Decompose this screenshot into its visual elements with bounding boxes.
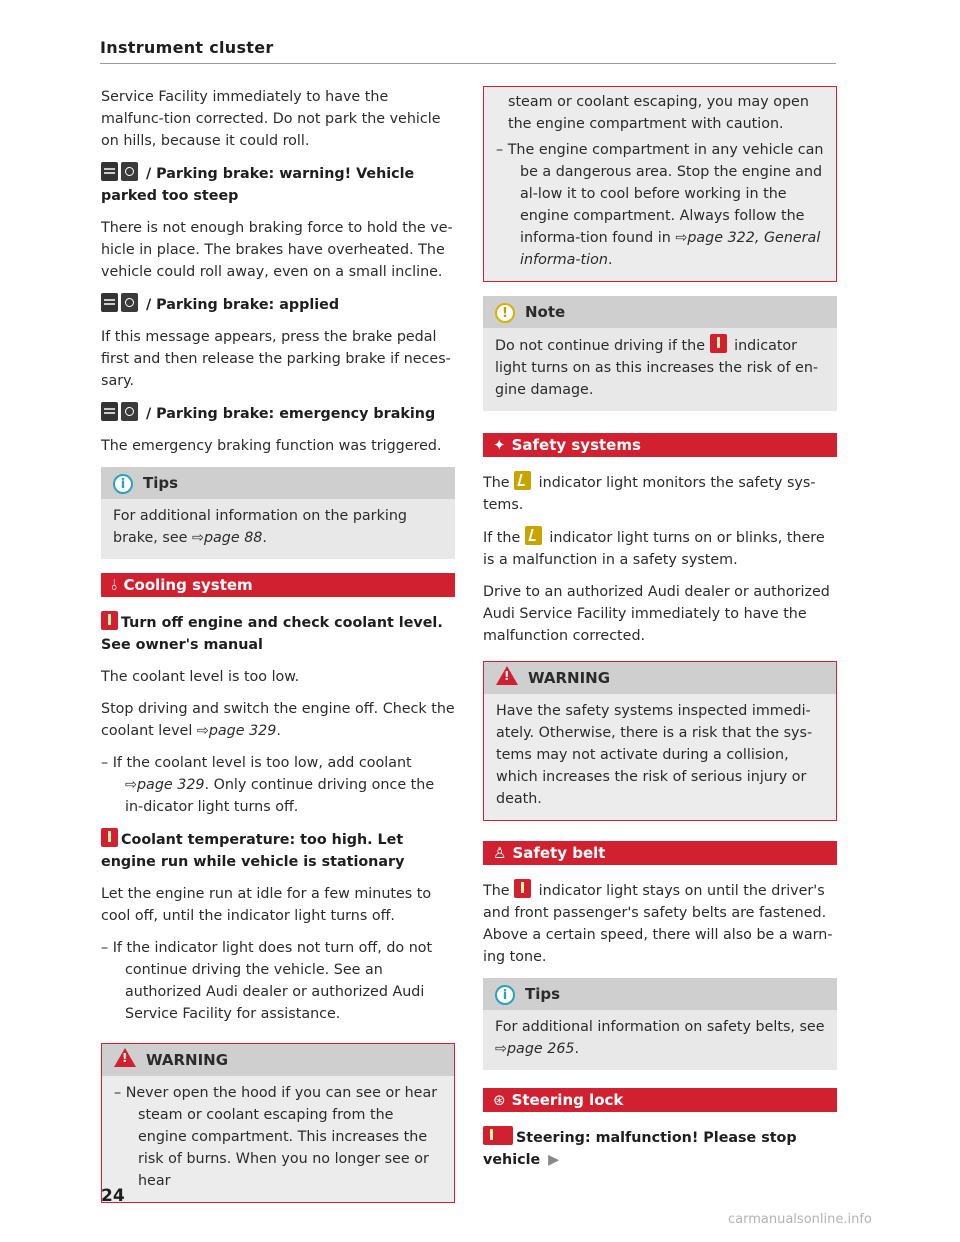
- watermark: carmanualsonline.info: [728, 1212, 872, 1227]
- right-column: [483, 86, 837, 1181]
- page-reference-link[interactable]: ⇨page 329: [196, 723, 277, 739]
- paragraph-safety-malfunction: If the indicator light turns on or blinks, there is a malfunction in a safety system.: [483, 526, 837, 571]
- safety-system-icon: [514, 471, 531, 490]
- parking-brake-circle-icon: [121, 293, 138, 312]
- warning-triangle-icon: [114, 1048, 136, 1067]
- park-brake-icon: [101, 162, 118, 181]
- note-header: ! Note: [483, 296, 837, 328]
- note-text: Do not continue driving if the indicator light turns on as this increases the risk of en-gine damage.: [495, 334, 825, 401]
- page-reference-link[interactable]: ⇨page 322, General informa-tion: [520, 230, 821, 268]
- heading-check-coolant: Turn off engine and check coolant level. See owner's manual: [101, 611, 455, 656]
- section-safety-belt: ♙ Safety belt: [483, 841, 837, 865]
- heading-parking-too-steep: / Parking brake: warning! Vehicle parked too steep: [101, 162, 455, 207]
- paragraph-safety-dealer: Drive to an authorized Audi dealer or authorized Audi Service Facility immediately to have the malfunction corrected.: [483, 584, 830, 644]
- seatbelt-icon: ♙: [493, 844, 507, 862]
- paragraph-stop-driving: Stop driving and switch the engine off. Check the coolant level ⇨page 329.: [101, 701, 455, 739]
- heading-parking-applied: / Parking brake: applied: [101, 293, 455, 316]
- left-column: [101, 86, 455, 1217]
- heading-emergency-braking: / Parking brake: emergency braking: [101, 402, 455, 425]
- paragraph-idle: Let the engine run at idle for a few minutes to cool off, until the indicator light turns off.: [101, 886, 432, 924]
- page-reference-link[interactable]: ⇨page 88: [191, 530, 263, 546]
- warning-cont-text: steam or coolant escaping, you may open the engine compartment with caution.: [508, 94, 809, 132]
- paragraph-too-steep: There is not enough braking force to hold the ve-hicle in place. The brakes have overheated. The vehicle could roll away, even on a small incline.: [101, 220, 453, 280]
- section-cooling-system: ⫰ Cooling system: [101, 573, 455, 597]
- coolant-warning-icon: [710, 334, 727, 353]
- seatbelt-warning-icon: [514, 879, 531, 898]
- page-reference-link[interactable]: ⇨page 329: [125, 777, 205, 793]
- warning-box-hood: [101, 1043, 455, 1203]
- warning-text: – Never open the hood if you can see or hear steam or coolant escaping from the engine compartment. This increases the risk of burns. When you no longer see or hear: [114, 1085, 438, 1189]
- page-reference-link[interactable]: ⇨page 265: [495, 1041, 575, 1057]
- paragraph-belt: The indicator light stays on until the driver's and front passenger's safety belts are fastened. Above a certain speed, there will also be a warn-ing tone.: [483, 879, 837, 968]
- dash-item-add-coolant: – If the coolant level is too low, add coolant ⇨page 329. Only continue driving once the in-dicator light turns off.: [101, 755, 435, 815]
- paragraph-safety-monitor: The indicator light monitors the safety sys-tems.: [483, 471, 837, 516]
- warning-cont-dash: – The engine compartment in any vehicle can be a dangerous area. Stop the engine and al-low it to cool before working in the engine compartment. Always follow the informa-tion found in ⇨page 322, General informa-tion.: [496, 142, 824, 268]
- section-steering-lock: ⊛ Steering lock: [483, 1088, 837, 1112]
- coolant-icon: ⫰: [111, 576, 118, 594]
- airbag-icon: ✦: [493, 436, 506, 454]
- park-brake-icon: [101, 293, 118, 312]
- park-brake-icon: [101, 402, 118, 421]
- exclamation-icon: !: [495, 303, 515, 323]
- page-number: 24: [101, 1186, 125, 1206]
- paragraph-coolant-low: The coolant level is too low.: [101, 669, 300, 685]
- warning-text: Have the safety systems inspected immedi-ately. Otherwise, there is a risk that the sys-tems may not activate during a collision, which increases the risk of serious injury or death.: [496, 703, 813, 807]
- continue-arrow-icon: ▶: [548, 1152, 560, 1168]
- tips-header: i Tips: [483, 978, 837, 1010]
- coolant-warning-icon: [101, 828, 118, 847]
- dash-item-light-not-off: – If the indicator light does not turn off, do not continue driving the vehicle. See an authorized Audi dealer or authorized Audi Service Facility for assistance.: [101, 940, 433, 1022]
- heading-steering-malfunction: Steering: malfunction! Please stop vehicle ▶: [483, 1126, 837, 1171]
- paragraph-emergency: The emergency braking function was triggered.: [101, 438, 442, 454]
- tips-box-parking: [101, 467, 455, 559]
- warning-box-continued: [483, 86, 837, 282]
- warning-header: !WARNING: [102, 1044, 454, 1076]
- parking-brake-circle-icon: [121, 162, 138, 181]
- info-icon: i: [495, 985, 515, 1005]
- heading-coolant-temperature: Coolant temperature: too high. Let engine run while vehicle is stationary: [101, 828, 455, 873]
- steering-warning-icon: [483, 1126, 513, 1145]
- coolant-warning-icon: [101, 611, 118, 630]
- safety-system-icon: [525, 526, 542, 545]
- tips-box-belts: [483, 978, 837, 1070]
- page-header: Instrument cluster: [100, 38, 836, 64]
- steering-lock-icon: ⊛: [493, 1091, 506, 1109]
- info-icon: i: [113, 474, 133, 494]
- tips-text: For additional information on safety belts, see ⇨page 265.: [495, 1019, 825, 1057]
- tips-text: For additional information on the parking brake, see ⇨page 88.: [113, 508, 407, 546]
- warning-header: !WARNING: [484, 662, 836, 694]
- warning-box-safety: [483, 661, 837, 821]
- paragraph-applied: If this message appears, press the brake pedal first and then release the parking brake if neces-sary.: [101, 329, 451, 389]
- section-safety-systems: ✦ Safety systems: [483, 433, 837, 457]
- note-box: [483, 296, 837, 411]
- parking-brake-circle-icon: [121, 402, 138, 421]
- warning-triangle-icon: [496, 666, 518, 685]
- intro-paragraph: Service Facility immediately to have the malfunc-tion corrected. Do not park the vehicle on hills, because it could roll.: [101, 89, 441, 149]
- tips-header: i Tips: [101, 467, 455, 499]
